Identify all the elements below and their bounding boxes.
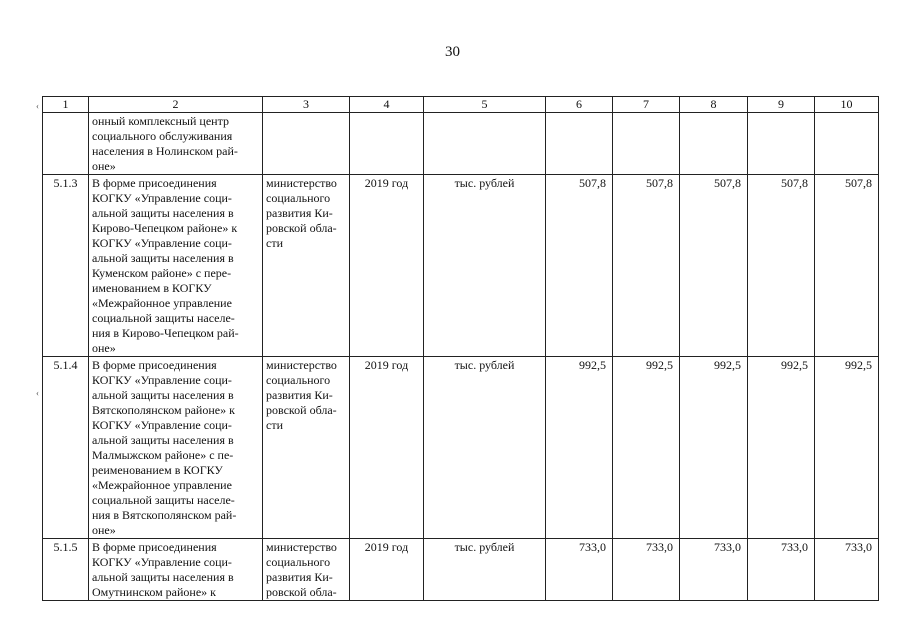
executor-line: министерство	[266, 358, 337, 372]
column-header: 9	[748, 97, 815, 113]
column-header: 3	[263, 97, 350, 113]
unit-cell: тыс. рублей	[424, 357, 546, 539]
description-line: В форме присоединения	[92, 540, 217, 554]
value-cell: 992,5	[815, 357, 879, 539]
value-cell	[680, 113, 748, 175]
description-line: оне»	[92, 341, 116, 355]
value-cell: 507,8	[815, 175, 879, 357]
value-cell: 507,8	[748, 175, 815, 357]
executor-line: развития Ки-	[266, 570, 333, 584]
item-description	[89, 113, 263, 175]
executor-line: сти	[266, 236, 283, 250]
description-line: В форме присоединения	[92, 358, 217, 372]
description-line: КОГКУ «Управление соци-	[92, 555, 232, 569]
responsible-executor	[263, 539, 350, 601]
value-cell	[748, 113, 815, 175]
table-header-row	[43, 97, 879, 113]
value-cell: 507,8	[546, 175, 613, 357]
description-line: «Межрайонное управление	[92, 296, 232, 310]
value-cell: 507,8	[613, 175, 680, 357]
description-line: реименованием в КОГКУ	[92, 463, 223, 477]
column-header: 6	[546, 97, 613, 113]
item-code: 5.1.3	[43, 175, 89, 357]
description-line: альной защиты населения в	[92, 251, 234, 265]
description-line: Малмыжском районе» с пе-	[92, 448, 234, 462]
description-line: населения в Нолинском рай-	[92, 144, 238, 158]
description-line: ния в Вятскополянском рай-	[92, 508, 237, 522]
responsible-executor	[263, 357, 350, 539]
executor-line: социального	[266, 555, 331, 569]
value-cell: 733,0	[613, 539, 680, 601]
description-line: социального обслуживания	[92, 129, 233, 143]
description-line: альной защиты населения в	[92, 570, 234, 584]
description-line: онный комплексный центр	[92, 114, 229, 128]
value-cell	[546, 113, 613, 175]
year-cell: 2019 год	[350, 175, 424, 357]
value-cell: 992,5	[680, 357, 748, 539]
executor-line: сти	[266, 418, 283, 432]
value-cell: 992,5	[613, 357, 680, 539]
year-cell: 2019 год	[350, 357, 424, 539]
value-cell: 507,8	[680, 175, 748, 357]
description-line: Кирово-Чепецком районе» к	[92, 221, 238, 235]
description-line: «Межрайонное управление	[92, 478, 232, 492]
item-description	[89, 357, 263, 539]
value-cell: 992,5	[748, 357, 815, 539]
executor-line: развития Ки-	[266, 206, 333, 220]
table-row	[43, 539, 879, 601]
value-cell	[613, 113, 680, 175]
item-description	[89, 539, 263, 601]
item-code: 5.1.4	[43, 357, 89, 539]
item-code: 5.1.5	[43, 539, 89, 601]
unit-cell	[424, 113, 546, 175]
responsible-executor	[263, 175, 350, 357]
year-cell: 2019 год	[350, 539, 424, 601]
description-line: КОГКУ «Управление соци-	[92, 418, 232, 432]
table-row	[43, 175, 879, 357]
executor-line: развития Ки-	[266, 388, 333, 402]
executor-line: ровской обла-	[266, 221, 337, 235]
description-line: альной защиты населения в	[92, 206, 234, 220]
value-cell: 733,0	[680, 539, 748, 601]
value-cell	[815, 113, 879, 175]
column-header: 8	[680, 97, 748, 113]
description-line: именованием в КОГКУ	[92, 281, 212, 295]
unit-cell: тыс. рублей	[424, 175, 546, 357]
executor-line: ровской обла-	[266, 403, 337, 417]
description-line: Куменском районе» с пере-	[92, 266, 232, 280]
executor-line: социального	[266, 373, 331, 387]
description-line: альной защиты населения в	[92, 433, 234, 447]
description-line: КОГКУ «Управление соци-	[92, 191, 232, 205]
year-cell	[350, 113, 424, 175]
column-header: 2	[89, 97, 263, 113]
executor-line: ровской обла-	[266, 585, 337, 599]
description-line: КОГКУ «Управление соци-	[92, 236, 232, 250]
column-header: 4	[350, 97, 424, 113]
responsible-executor	[263, 113, 350, 175]
margin-mark: ‹	[36, 388, 39, 398]
description-line: Омутнинском районе» к	[92, 585, 217, 599]
description-line: КОГКУ «Управление соци-	[92, 373, 232, 387]
value-cell: 733,0	[546, 539, 613, 601]
description-line: ния в Кирово-Чепецком рай-	[92, 326, 239, 340]
document-table	[42, 96, 879, 601]
column-header: 5	[424, 97, 546, 113]
item-description	[89, 175, 263, 357]
description-line: оне»	[92, 523, 116, 537]
item-code	[43, 113, 89, 175]
description-line: социальной защиты населе-	[92, 493, 235, 507]
executor-line: социального	[266, 191, 331, 205]
description-line: В форме присоединения	[92, 176, 217, 190]
column-header: 10	[815, 97, 879, 113]
column-header: 7	[613, 97, 680, 113]
description-line: социальной защиты населе-	[92, 311, 235, 325]
executor-line: министерство	[266, 176, 337, 190]
page-number: 30	[445, 44, 460, 60]
description-line: альной защиты населения в	[92, 388, 234, 402]
unit-cell: тыс. рублей	[424, 539, 546, 601]
executor-line: министерство	[266, 540, 337, 554]
value-cell: 733,0	[815, 539, 879, 601]
table-row	[43, 113, 879, 175]
margin-mark: ‹	[36, 101, 39, 111]
description-line: оне»	[92, 159, 116, 173]
value-cell: 733,0	[748, 539, 815, 601]
column-header: 1	[43, 97, 89, 113]
table-row	[43, 357, 879, 539]
value-cell: 992,5	[546, 357, 613, 539]
description-line: Вятскополянском районе» к	[92, 403, 235, 417]
